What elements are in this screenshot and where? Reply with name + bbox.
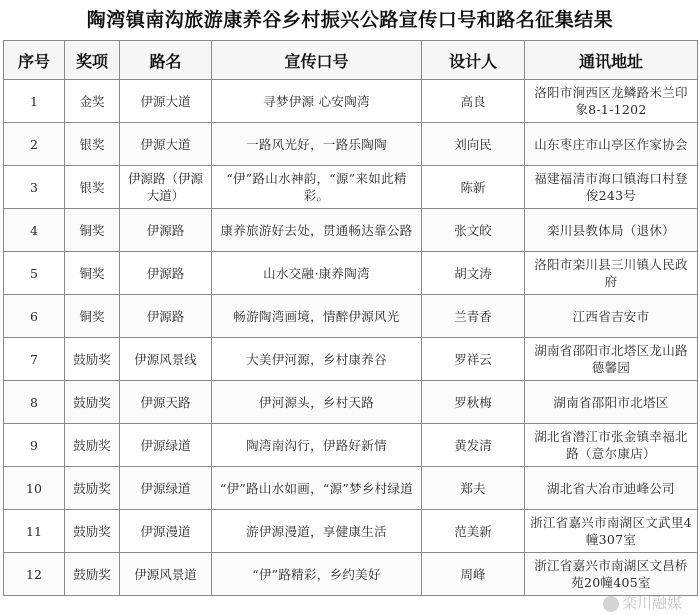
cell-road-name: 伊源漫道 bbox=[120, 510, 212, 553]
document-title: 陶湾镇南沟旅游康养谷乡村振兴公路宣传口号和路名征集结果 bbox=[86, 9, 614, 31]
cell-award: 鼓励奖 bbox=[65, 467, 120, 510]
cell-award: 银奖 bbox=[65, 123, 120, 166]
cell-slogan: 大美伊河源，乡村康养谷 bbox=[212, 338, 422, 381]
cell-no: 9 bbox=[4, 424, 65, 467]
cell-award: 鼓励奖 bbox=[65, 553, 120, 596]
cell-designer: 周峰 bbox=[422, 553, 525, 596]
table-row bbox=[4, 553, 698, 596]
cell-address: 浙江省嘉兴市南湖区文武里4幢307室 bbox=[525, 510, 698, 553]
cell-no: 2 bbox=[4, 123, 65, 166]
cell-no: 4 bbox=[4, 209, 65, 252]
cell-road-name: 伊源大道 bbox=[120, 123, 212, 166]
cell-no: 10 bbox=[4, 467, 65, 510]
cell-designer: 范美新 bbox=[422, 510, 525, 553]
cell-award: 金奖 bbox=[65, 80, 120, 123]
table-row bbox=[4, 166, 698, 209]
cell-address: 浙江省嘉兴市南湖区文昌桥苑20幢405室 bbox=[525, 553, 698, 596]
cell-slogan: 陶湾南沟行，伊路好新情 bbox=[212, 424, 422, 467]
cell-award: 鼓励奖 bbox=[65, 424, 120, 467]
table-row bbox=[4, 123, 698, 166]
cell-slogan: 游伊源漫道，享健康生活 bbox=[212, 510, 422, 553]
cell-address: 山东枣庄市山亭区作家协会 bbox=[525, 123, 698, 166]
cell-address: 湖南省邵阳市北塔区 bbox=[525, 381, 698, 424]
cell-slogan: 康养旅游好去处，贯通畅达靠公路 bbox=[212, 209, 422, 252]
cell-address: 栾川县教体局（退休） bbox=[525, 209, 698, 252]
cell-road-name: 伊源天路 bbox=[120, 381, 212, 424]
cell-award: 铜奖 bbox=[65, 209, 120, 252]
table-row bbox=[4, 381, 698, 424]
cell-road-name: 伊源风景线 bbox=[120, 338, 212, 381]
cell-address: 湖南省邵阳市北塔区龙山路德馨园 bbox=[525, 338, 698, 381]
cell-road-name: 伊源大道 bbox=[120, 80, 212, 123]
cell-road-name: 伊源路 bbox=[120, 252, 212, 295]
cell-address: 江西省吉安市 bbox=[525, 295, 698, 338]
table-row bbox=[4, 209, 698, 252]
cell-slogan: 寻梦伊源 心安陶湾 bbox=[212, 80, 422, 123]
cell-award: 银奖 bbox=[65, 166, 120, 209]
cell-no: 12 bbox=[4, 553, 65, 596]
table-row bbox=[4, 424, 698, 467]
cell-road-name: 伊源路（伊源大道） bbox=[120, 166, 212, 209]
cell-award: 鼓励奖 bbox=[65, 338, 120, 381]
cell-slogan: 畅游陶湾画境，情醉伊源风光 bbox=[212, 295, 422, 338]
cell-award: 鼓励奖 bbox=[65, 381, 120, 424]
table-row bbox=[4, 467, 698, 510]
header-slogan: 宣传口号 bbox=[212, 41, 422, 80]
cell-designer: 张文皎 bbox=[422, 209, 525, 252]
table-row bbox=[4, 338, 698, 381]
cell-slogan: 一路风光好，一路乐陶陶 bbox=[212, 123, 422, 166]
cell-slogan: 山水交融·康养陶湾 bbox=[212, 252, 422, 295]
header-award: 奖项 bbox=[65, 41, 120, 80]
cell-designer: 罗祥云 bbox=[422, 338, 525, 381]
cell-address: 洛阳市涧西区龙鳞路米兰印象8-1-1202 bbox=[525, 80, 698, 123]
cell-road-name: 伊源风景道 bbox=[120, 553, 212, 596]
table-row bbox=[4, 295, 698, 338]
cell-designer: 郑夫 bbox=[422, 467, 525, 510]
cell-road-name: 伊源路 bbox=[120, 209, 212, 252]
cell-no: 1 bbox=[4, 80, 65, 123]
cell-road-name: 伊源路 bbox=[120, 295, 212, 338]
cell-address: 湖北省大冶市迪峰公司 bbox=[525, 467, 698, 510]
watermark-text: 栾川融媒 bbox=[621, 594, 682, 612]
cell-road-name: 伊源绿道 bbox=[120, 467, 212, 510]
table-row bbox=[4, 80, 698, 123]
cell-designer: 陈新 bbox=[422, 166, 525, 209]
cell-address: 福建福清市海口镇海口村登俊243号 bbox=[525, 166, 698, 209]
cell-designer: 胡文涛 bbox=[422, 252, 525, 295]
cell-no: 7 bbox=[4, 338, 65, 381]
cell-award: 铜奖 bbox=[65, 252, 120, 295]
cell-no: 3 bbox=[4, 166, 65, 209]
header-designer: 设计人 bbox=[422, 41, 525, 80]
cell-slogan: “伊”路山水如画，“源”梦乡村绿道 bbox=[212, 467, 422, 510]
cell-slogan: “伊”路山水神韵，“源”来如此精彩。 bbox=[212, 166, 422, 209]
cell-no: 11 bbox=[4, 510, 65, 553]
cell-designer: 刘向民 bbox=[422, 123, 525, 166]
cell-road-name: 伊源绿道 bbox=[120, 424, 212, 467]
cell-designer: 罗秋梅 bbox=[422, 381, 525, 424]
wechat-logo-icon bbox=[603, 596, 619, 612]
cell-no: 5 bbox=[4, 252, 65, 295]
cell-slogan: “伊”路精彩，乡约美好 bbox=[212, 553, 422, 596]
cell-slogan: 伊河源头，乡村天路 bbox=[212, 381, 422, 424]
cell-designer: 高良 bbox=[422, 80, 525, 123]
cell-award: 鼓励奖 bbox=[65, 510, 120, 553]
cell-address: 洛阳市栾川县三川镇人民政府 bbox=[525, 252, 698, 295]
cell-award: 铜奖 bbox=[65, 295, 120, 338]
cell-no: 8 bbox=[4, 381, 65, 424]
table-header-row bbox=[4, 41, 698, 80]
results-table bbox=[3, 40, 698, 596]
table-row bbox=[4, 252, 698, 295]
header-road-name: 路名 bbox=[120, 41, 212, 80]
cell-designer: 兰青香 bbox=[422, 295, 525, 338]
header-address: 通讯地址 bbox=[525, 41, 698, 80]
cell-no: 6 bbox=[4, 295, 65, 338]
cell-address: 湖北省潜江市张金镇幸福北路（意尔康店） bbox=[525, 424, 698, 467]
cell-designer: 黄发清 bbox=[422, 424, 525, 467]
table-row bbox=[4, 510, 698, 553]
header-no: 序号 bbox=[4, 41, 65, 80]
